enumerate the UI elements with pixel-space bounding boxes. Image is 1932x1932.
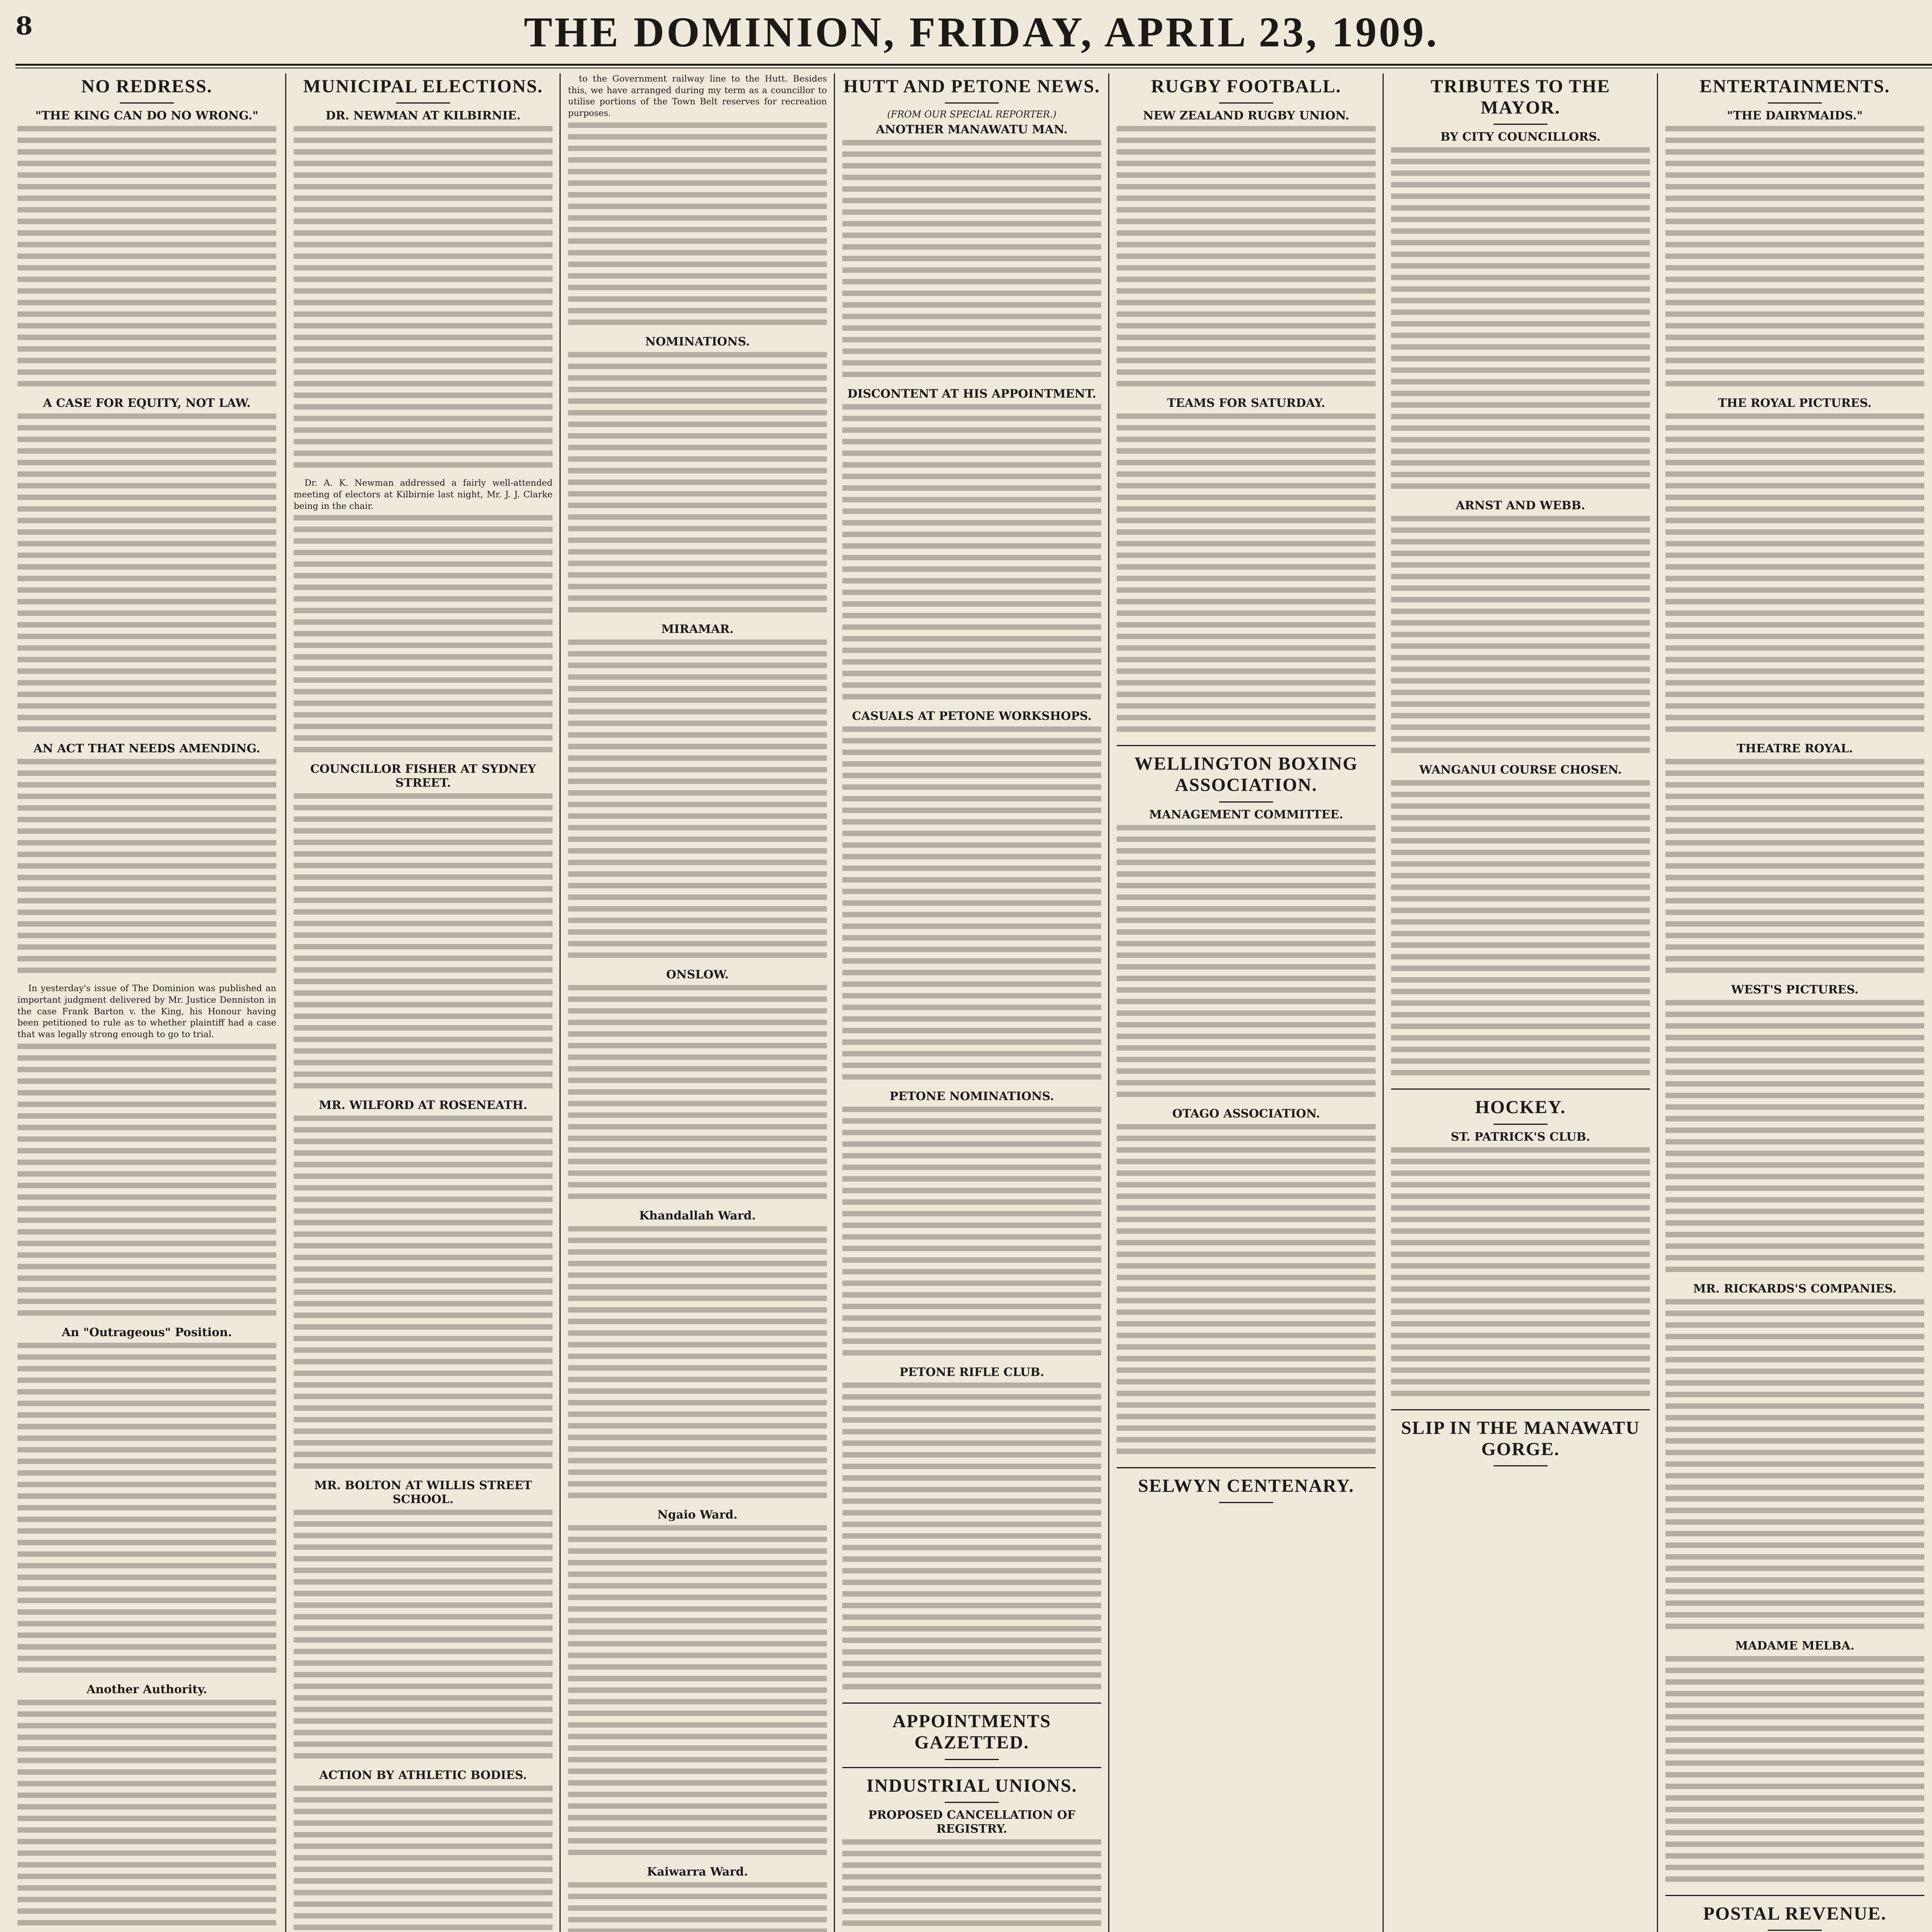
- column-divider: [834, 73, 835, 1932]
- section-rule: [842, 1702, 1101, 1704]
- section-subheading: PETONE NOMINATIONS.: [889, 1090, 1054, 1104]
- body-text-block: [842, 1839, 1101, 1932]
- section-subheading: MADAME MELBA.: [1735, 1639, 1855, 1653]
- headline-divider: [1493, 124, 1548, 125]
- section-subheading: "THE DAIRYMAIDS.": [1727, 109, 1863, 123]
- column-divider: [1657, 73, 1658, 1932]
- column-divider: [1108, 73, 1109, 1932]
- section-subheading: PETONE RIFLE CLUB.: [899, 1366, 1044, 1379]
- section-subheading: ACTION BY ATHLETIC BODIES.: [319, 1769, 527, 1782]
- section-subheading: Kaiwarra Ward.: [647, 1865, 748, 1879]
- body-text-block: [294, 1116, 553, 1475]
- section-rule: [1117, 1467, 1376, 1468]
- body-text-block: [294, 126, 553, 474]
- headline-divider: [1219, 102, 1273, 104]
- column-3: [568, 73, 827, 1932]
- body-text-block: [1391, 147, 1650, 495]
- column-divider: [285, 73, 286, 1932]
- column-divider: [1383, 73, 1384, 1932]
- body-text-block: [17, 1343, 276, 1679]
- section-rule: [1665, 1895, 1924, 1896]
- headline-divider: [945, 102, 999, 104]
- body-text-block: [294, 515, 553, 759]
- section-headline: SELWYN CENTENARY.: [1138, 1475, 1354, 1496]
- section-subheading: DISCONTENT AT HIS APPOINTMENT.: [847, 387, 1097, 401]
- section-headline: INDUSTRIAL UNIONS.: [866, 1775, 1077, 1796]
- body-text-block: [17, 1044, 276, 1322]
- section-subheading: MIRAMAR.: [661, 622, 734, 636]
- section-headline: APPOINTMENTS GAZETTED.: [892, 1711, 1051, 1753]
- column-5: [1117, 73, 1376, 1932]
- body-text-block: [568, 352, 827, 619]
- section-subheading: (FROM OUR SPECIAL REPORTER.): [887, 109, 1057, 120]
- section-subheading: Khandallah Ward.: [639, 1209, 756, 1223]
- body-text-block: [1391, 1147, 1650, 1402]
- section-headline: WELLINGTON BOXING ASSOCIATION.: [1134, 753, 1358, 796]
- section-subheading: MANAGEMENT COMMITTEE.: [1149, 808, 1344, 821]
- headline-divider: [396, 102, 450, 104]
- section-headline: HUTT AND PETONE NEWS.: [843, 76, 1100, 97]
- column-6: [1391, 73, 1650, 1932]
- section-subheading: NOMINATIONS.: [645, 335, 750, 349]
- headline-divider: [1493, 1124, 1548, 1125]
- section-subheading: WANGANUI COURSE CHOSEN.: [1419, 763, 1622, 777]
- body-text-block: [842, 726, 1101, 1086]
- section-subheading: A CASE FOR EQUITY, NOT LAW.: [43, 396, 251, 410]
- body-text-block: [842, 1107, 1101, 1362]
- body-text-block: [1665, 1656, 1924, 1888]
- headline-divider: [1219, 801, 1273, 803]
- article-paragraph: In yesterday's issue of The Dominion was published an important judgment delivered by Mr. Justice Denniston in the case Frank Barton v. the King, his Honour having been petitioned to rule as to whether plaintiff had a case that was legally strong enough to go to trial.: [17, 983, 276, 1039]
- column-7: [1665, 73, 1924, 1932]
- body-text-block: [568, 1882, 827, 1932]
- section-subheading: Another Authority.: [86, 1682, 207, 1696]
- headline-divider: [1768, 102, 1822, 104]
- body-text-block: [568, 985, 827, 1205]
- section-subheading: MR. RICKARDS'S COMPANIES.: [1693, 1282, 1897, 1296]
- body-text-block: [1665, 1299, 1924, 1635]
- section-rule: [1391, 1409, 1650, 1410]
- page-number: 8: [15, 12, 33, 41]
- newspaper-title: THE DOMINION, FRIDAY, APRIL 23, 1909.: [524, 9, 1439, 56]
- body-text-block: [1117, 825, 1376, 1103]
- article-paragraph: to the Government railway line to the Hutt. Besides this, we have arranged during my term as a councillor to utilise portions of the Town Belt reserves for recreation purposes.: [568, 74, 827, 119]
- section-rule: [842, 1767, 1101, 1768]
- body-text-block: [1665, 126, 1924, 393]
- body-text-block: [17, 413, 276, 738]
- section-headline: ENTERTAINMENTS.: [1699, 76, 1890, 97]
- section-subheading: MR. WILFORD AT ROSENEATH.: [319, 1099, 527, 1112]
- section-subheading: ANOTHER MANAWATU MAN.: [876, 123, 1068, 137]
- section-headline: SLIP IN THE MANAWATU GORGE.: [1401, 1417, 1640, 1459]
- section-headline: MUNICIPAL ELECTIONS.: [303, 76, 543, 97]
- section-subheading: AN ACT THAT NEEDS AMENDING.: [33, 742, 260, 756]
- section-subheading: COUNCILLOR FISHER AT SYDNEY STREET.: [310, 762, 536, 790]
- section-subheading: ONSLOW.: [666, 968, 729, 981]
- column-4: [842, 73, 1101, 1932]
- section-subheading: PROPOSED CANCELLATION OF REGISTRY.: [868, 1808, 1076, 1836]
- section-headline: HOCKEY.: [1475, 1097, 1566, 1118]
- headline-divider: [1493, 1465, 1548, 1466]
- body-text-block: [842, 140, 1101, 383]
- column-divider: [560, 73, 561, 1932]
- body-text-block: [17, 1700, 276, 1932]
- section-headline: RUGBY FOOTBALL.: [1151, 76, 1342, 97]
- section-subheading: MR. BOLTON AT WILLIS STREET SCHOOL.: [314, 1479, 532, 1507]
- section-headline: NO REDRESS.: [81, 76, 213, 97]
- section-subheading: TEAMS FOR SATURDAY.: [1167, 396, 1325, 410]
- body-text-block: [842, 1383, 1101, 1696]
- body-text-block: [1665, 413, 1924, 738]
- section-rule: [1391, 1088, 1650, 1090]
- body-text-block: [1665, 759, 1924, 979]
- section-subheading: THE ROYAL PICTURES.: [1718, 396, 1872, 410]
- section-subheading: BY CITY COUNCILLORS.: [1440, 130, 1601, 144]
- body-text-block: [1665, 1000, 1924, 1278]
- section-subheading: "THE KING CAN DO NO WRONG.": [35, 109, 259, 123]
- body-text-block: [1391, 780, 1650, 1082]
- section-subheading: CASUALS AT PETONE WORKSHOPS.: [852, 709, 1092, 723]
- body-text-block: [294, 1786, 553, 1932]
- masthead: [15, 8, 1932, 62]
- body-text-block: [1117, 126, 1376, 393]
- body-text-block: [17, 759, 276, 979]
- section-subheading: ARNST AND WEBB.: [1456, 499, 1585, 513]
- body-text-block: [294, 793, 553, 1095]
- section-headline: POSTAL REVENUE.: [1703, 1903, 1887, 1924]
- section-rule: [1117, 745, 1376, 746]
- body-text-block: [1117, 1124, 1376, 1460]
- section-subheading: OTAGO ASSOCIATION.: [1172, 1107, 1320, 1121]
- body-text-block: [17, 126, 276, 393]
- body-text-block: [568, 122, 827, 331]
- headline-divider: [1219, 1502, 1273, 1503]
- section-subheading: DR. NEWMAN AT KILBIRNIE.: [325, 109, 521, 123]
- section-subheading: WEST'S PICTURES.: [1731, 983, 1859, 997]
- masthead-rule: [15, 64, 1932, 66]
- column-1: [17, 73, 276, 1932]
- headline-divider: [945, 1802, 999, 1803]
- section-headline: TRIBUTES TO THE MAYOR.: [1430, 76, 1611, 118]
- body-text-block: [568, 1525, 827, 1861]
- headline-divider: [1768, 1930, 1822, 1931]
- body-text-block: [568, 639, 827, 964]
- section-subheading: Ngaio Ward.: [657, 1508, 738, 1522]
- headline-divider: [945, 1759, 999, 1760]
- article-paragraph: Dr. A. K. Newman addressed a fairly well-attended meeting of electors at Kilbirnie last night, Mr. J. J. Clarke being in the chair.: [294, 478, 553, 511]
- body-text-block: [568, 1226, 827, 1504]
- section-subheading: NEW ZEALAND RUGBY UNION.: [1143, 109, 1349, 123]
- headline-divider: [120, 102, 174, 104]
- body-text-block: [1117, 413, 1376, 738]
- body-text-block: [294, 1510, 553, 1765]
- body-text-block: [842, 404, 1101, 706]
- column-2: [294, 73, 553, 1932]
- section-subheading: An "Outrageous" Position.: [61, 1325, 232, 1339]
- section-subheading: ST. PATRICK'S CLUB.: [1451, 1130, 1590, 1144]
- section-subheading: THEATRE ROYAL.: [1736, 742, 1853, 756]
- body-text-block: [1391, 516, 1650, 759]
